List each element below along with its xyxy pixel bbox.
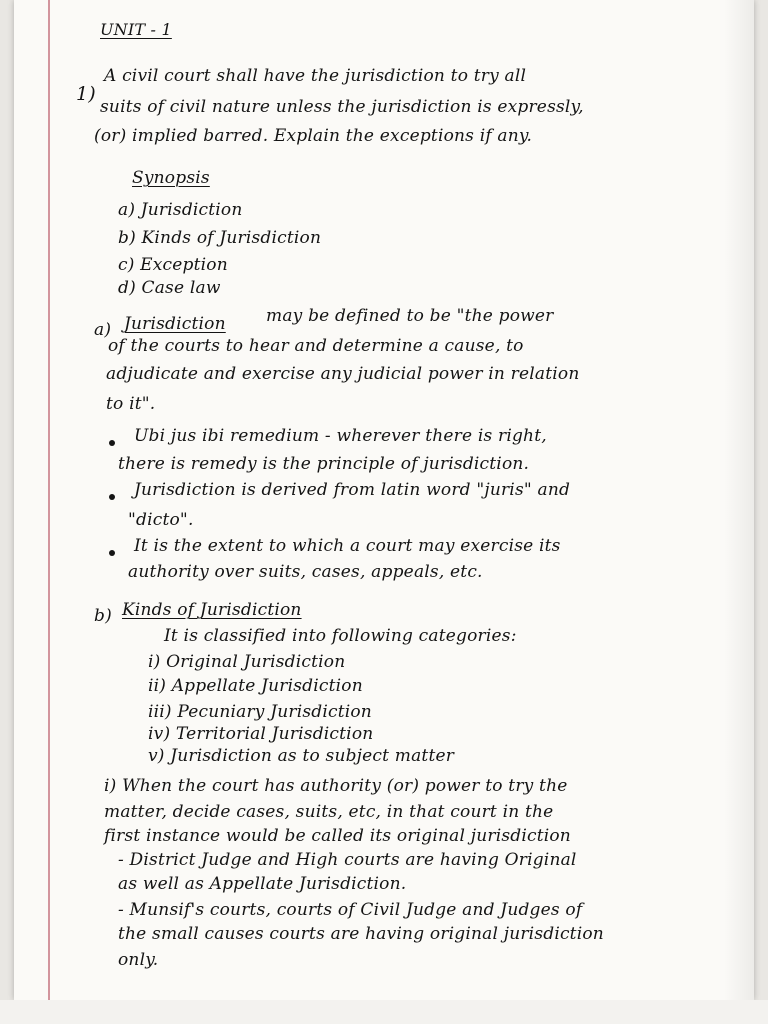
section-a-line: of the courts to hear and determine a cause, to [108, 336, 524, 356]
question-line: (or) implied barred. Explain the exceptions if any. [94, 126, 533, 146]
bullet-dot [109, 440, 115, 446]
section-a-line: adjudicate and exercise any judicial power in relation [106, 364, 580, 384]
category-item: iv) Territorial Jurisdiction [148, 724, 374, 744]
question-line: A civil court shall have the jurisdiction to try all [104, 66, 527, 86]
paragraph-line: first instance would be called its original jurisdiction [104, 826, 571, 846]
section-b-label: b) [94, 606, 112, 626]
section-b-heading: Kinds of Jurisdiction [122, 600, 302, 620]
unit-title: UNIT - 1 [100, 20, 172, 39]
background-surface [0, 1000, 768, 1024]
margin-line [48, 0, 50, 1000]
section-a-term: Jurisdiction [124, 314, 226, 334]
paragraph-line: the small causes courts are having original jurisdiction [118, 924, 604, 944]
synopsis-heading: Synopsis [132, 168, 210, 188]
synopsis-item: b) Kinds of Jurisdiction [118, 228, 322, 248]
bullet-text: Jurisdiction is derived from latin word "juris" and [134, 480, 571, 500]
paragraph-line: as well as Appellate Jurisdiction. [118, 874, 407, 894]
section-a-line: to it". [106, 394, 156, 414]
question-number: 1) [76, 83, 96, 105]
section-a-line: may be defined to be "the power [266, 306, 554, 326]
synopsis-item: d) Case law [118, 278, 221, 298]
category-item: i) Original Jurisdiction [148, 652, 346, 672]
question-line: suits of civil nature unless the jurisdiction is expressly, [100, 97, 584, 117]
paragraph-line: matter, decide cases, suits, etc, in that court in the [104, 802, 554, 822]
synopsis-item: c) Exception [118, 255, 228, 275]
section-a-label: a) [94, 320, 112, 340]
bullet-dot [109, 494, 115, 500]
category-item: v) Jurisdiction as to subject matter [148, 746, 455, 766]
synopsis-item: a) Jurisdiction [118, 200, 243, 220]
paragraph-line: - Munsif's courts, courts of Civil Judge and Judges of [118, 900, 583, 920]
notebook-page [14, 0, 754, 1000]
bullet-text: Ubi jus ibi remedium - wherever there is right, [134, 426, 547, 446]
bullet-text: authority over suits, cases, appeals, etc. [128, 562, 483, 582]
category-item: iii) Pecuniary Jurisdiction [148, 702, 372, 722]
paragraph-line: - District Judge and High courts are having Original [118, 850, 577, 870]
section-b-intro: It is classified into following categories: [164, 626, 517, 646]
bullet-text: It is the extent to which a court may exercise its [134, 536, 561, 556]
bullet-text: there is remedy is the principle of jurisdiction. [118, 454, 530, 474]
category-item: ii) Appellate Jurisdiction [148, 676, 363, 696]
bullet-dot [109, 550, 115, 556]
paragraph-line: only. [118, 950, 159, 970]
page-shadow [724, 0, 754, 1000]
paragraph-line: i) When the court has authority (or) power to try the [104, 776, 568, 796]
bullet-text: "dicto". [128, 510, 194, 530]
